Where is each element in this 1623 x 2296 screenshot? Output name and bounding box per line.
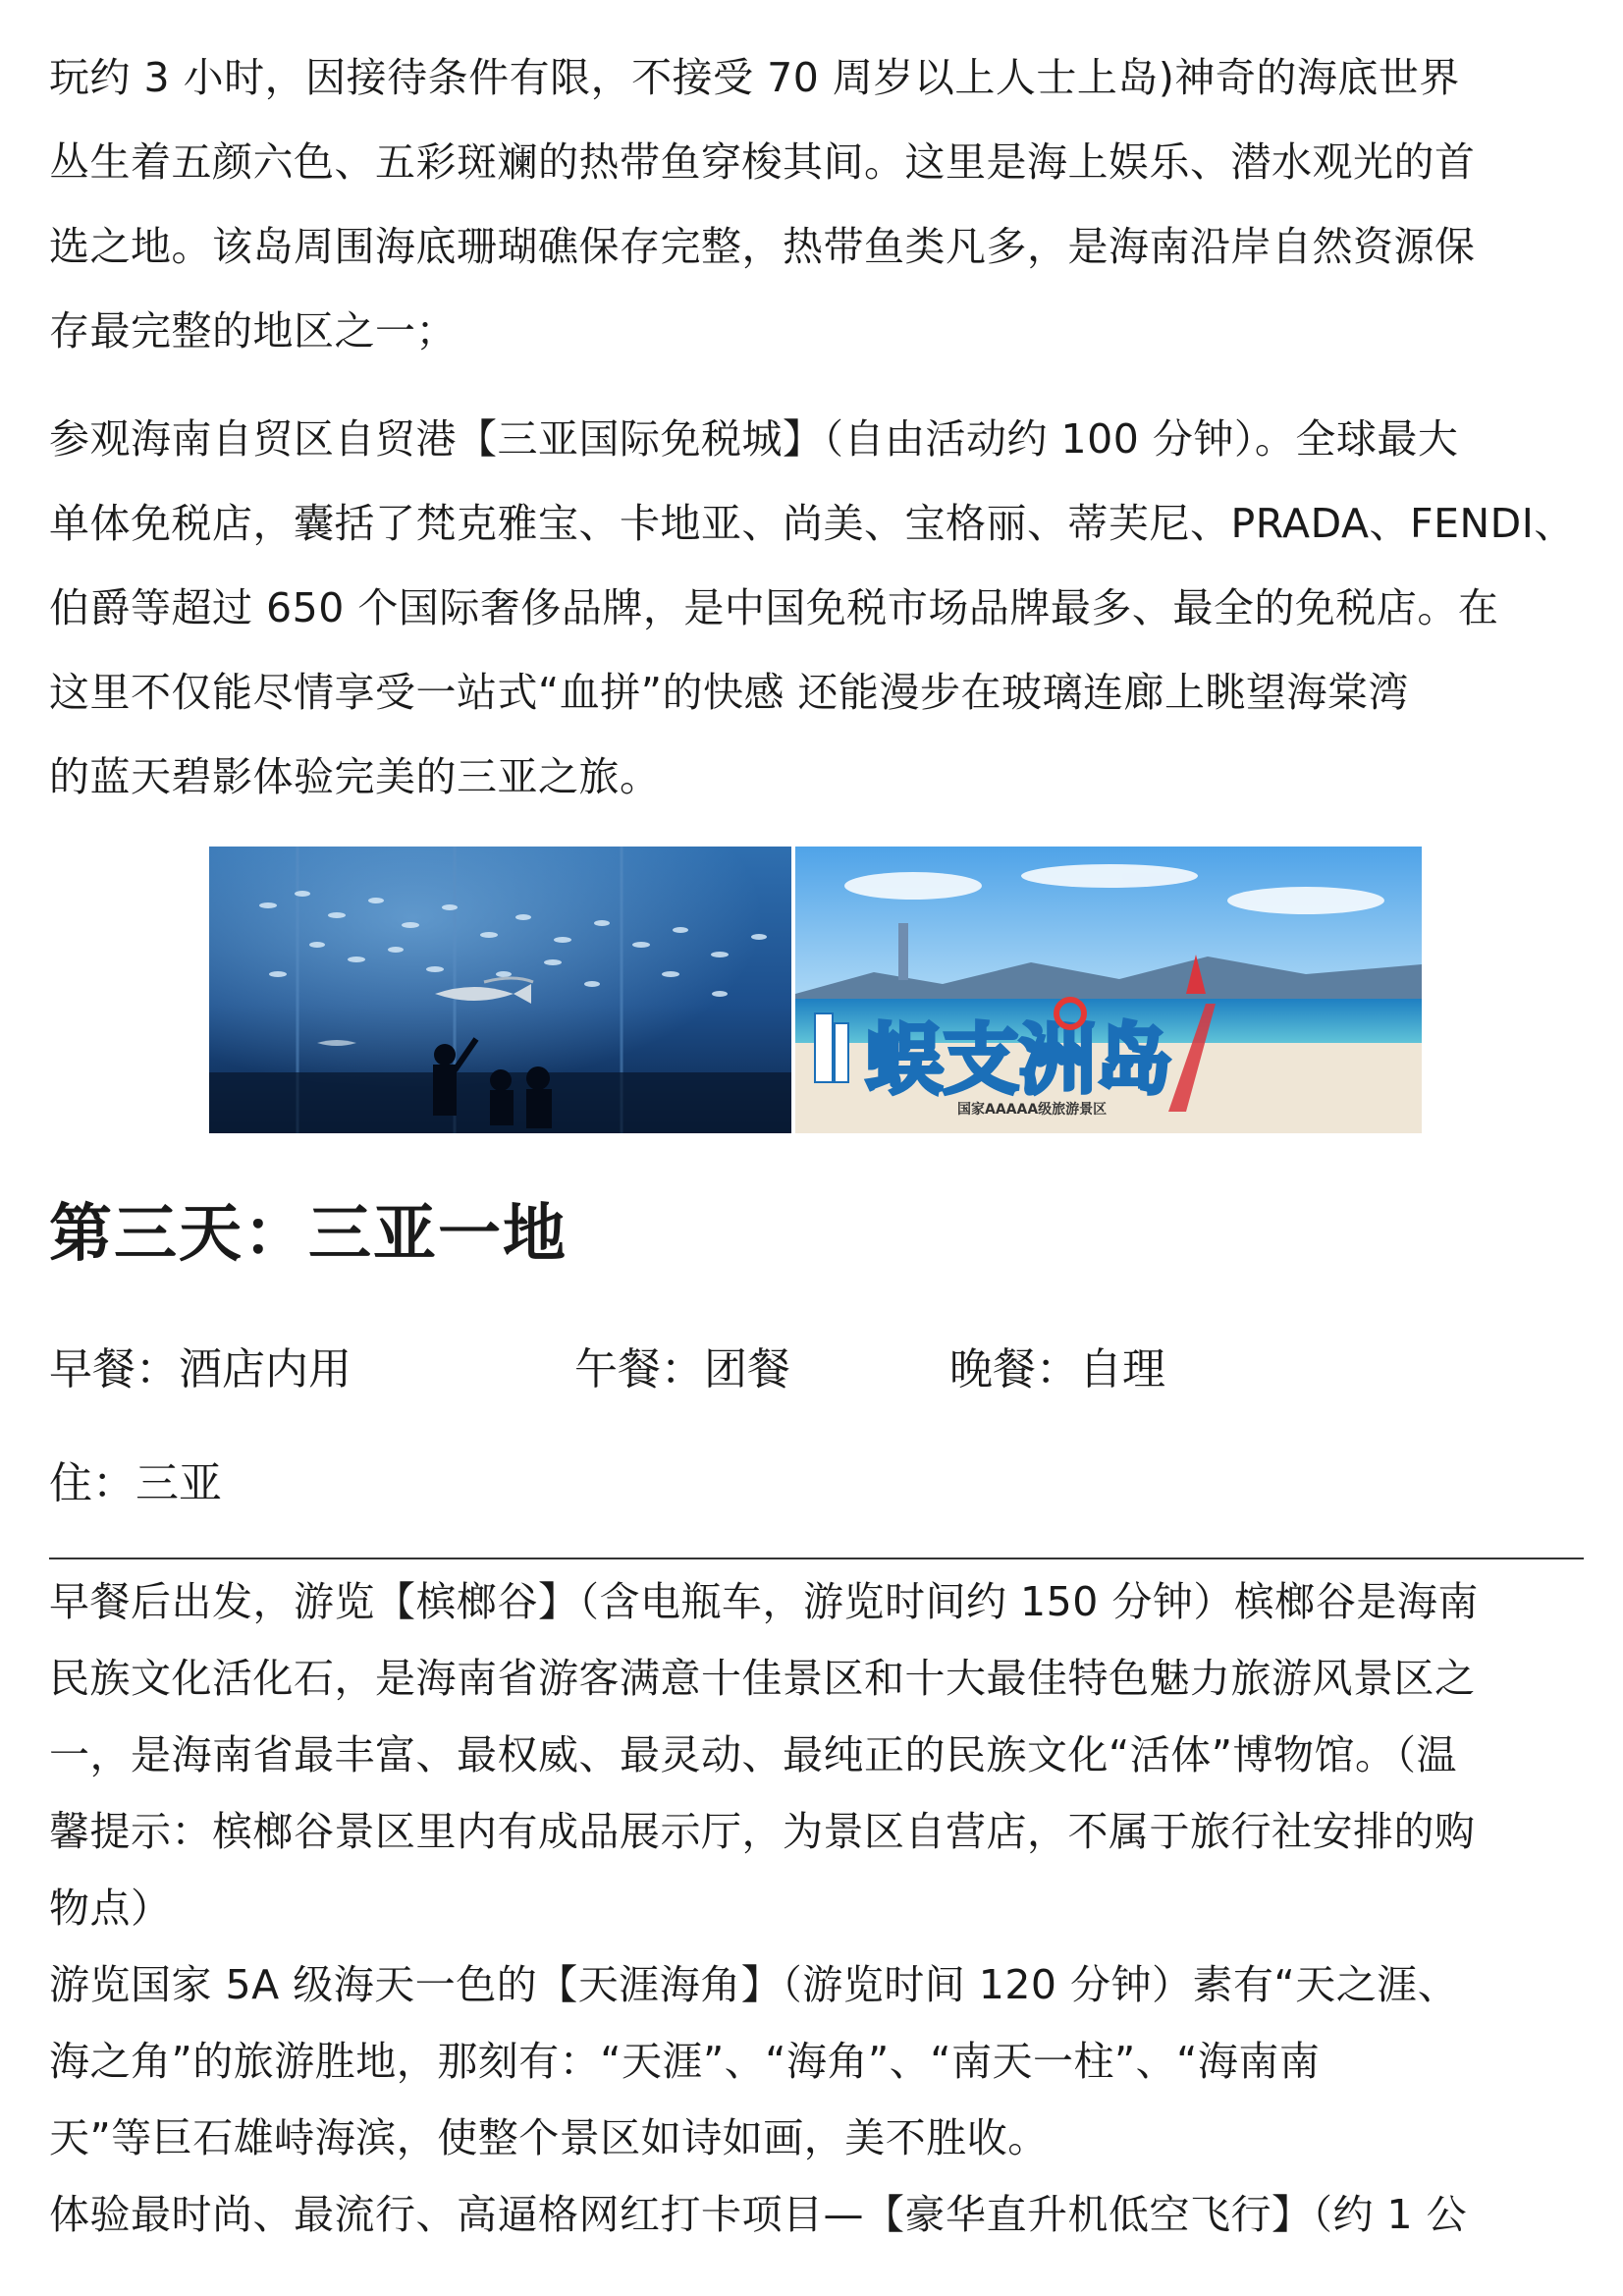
text-line: 伯爵等超过 650 个国际奢侈品牌，是中国免税市场品牌最多、最全的免税店。在	[49, 584, 1499, 631]
island-beach-photo	[795, 847, 1422, 1133]
text-line: 民族文化活化石，是海南省游客满意十佳景区和十大最佳特色魅力旅游风景区之	[49, 1655, 1476, 1702]
breakfast-label: 早餐：酒店内用	[49, 1344, 352, 1394]
paragraph-day3-itinerary	[49, 1563, 1479, 2253]
photo-row	[209, 847, 1422, 1133]
text-line: 一，是海南省最丰富、最权威、最灵动、最纯正的民族文化“活体”博物馆。（温	[49, 1731, 1457, 1778]
day-title: 第三天：三亚一地	[49, 1198, 568, 1271]
text-line: 单体免税店，囊括了梵克雅宝、卡地亚、尚美、宝格丽、蒂芙尼、PRADA、FENDI、	[49, 500, 1575, 547]
text-line: 参观海南自贸区自贸港【三亚国际免税城】（自由活动约 100 分钟）。全球最大	[49, 415, 1459, 463]
text-line: 早餐后出发，游览【槟榔谷】（含电瓶车，游览时间约 150 分钟）槟榔谷是海南	[49, 1578, 1479, 1625]
text-line: 天”等巨石雄峙海滨，使整个景区如诗如画，美不胜收。	[49, 2114, 1049, 2161]
text-line: 玩约 3 小时，因接待条件有限，不接受 70 周岁以上人士上岛)神奇的海底世界	[49, 54, 1460, 101]
paragraph-duty-free	[49, 397, 1575, 819]
text-line: 存最完整的地区之一；	[49, 307, 457, 355]
text-line: 选之地。该岛周围海底珊瑚礁保存完整，热带鱼类凡多，是海南沿岸自然资源保	[49, 223, 1476, 270]
text-line: 物点）	[49, 1885, 172, 1932]
text-line: 体验最时尚、最流行、高逼格网红打卡项目—【豪华直升机低空飞行】（约 1 公	[49, 2191, 1468, 2238]
beach-sign-text: 蜈支洲岛	[866, 1016, 1173, 1105]
divider	[49, 1558, 1584, 1559]
lunch-label: 午餐：团餐	[574, 1344, 790, 1394]
text-line: 游览国家 5A 级海天一色的【天涯海角】（游览时间 120 分钟）素有“天之涯、	[49, 1961, 1459, 2008]
text-line: 的蓝天碧影体验完美的三亚之旅。	[49, 753, 661, 800]
dinner-label: 晚餐：自理	[949, 1344, 1165, 1394]
beach-subsign-text: 国家AAAAA级旅游景区	[957, 1102, 1108, 1118]
text-line: 丛生着五颜六色、五彩斑斓的热带鱼穿梭其间。这里是海上娱乐、潜水观光的首	[49, 138, 1476, 186]
text-line: 海之角”的旅游胜地，那刻有：“天涯”、“海角”、“南天一柱”、“海南南	[49, 2038, 1321, 2085]
paragraph-island-intro	[49, 35, 1476, 373]
accommodation-label: 住：三亚	[49, 1458, 222, 1508]
aquarium-photo	[209, 847, 791, 1133]
text-line: 这里不仅能尽情享受一站式“血拼”的快感 还能漫步在玻璃连廊上眺望海棠湾	[49, 669, 1410, 716]
meal-info	[49, 1336, 1584, 1404]
text-line: 馨提示：槟榔谷景区里内有成品展示厅，为景区自营店，不属于旅行社安排的购	[49, 1808, 1476, 1855]
